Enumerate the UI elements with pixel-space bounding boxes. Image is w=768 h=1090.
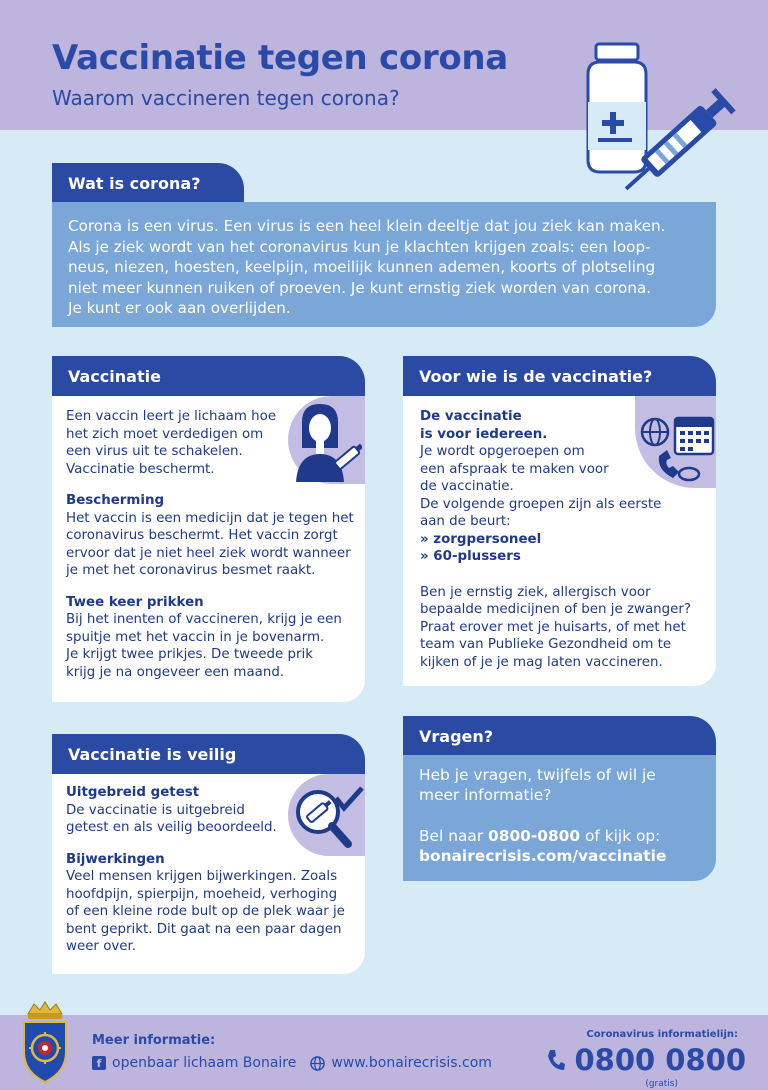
text-line: getest en als veilig beoordeeld. [66,820,277,835]
corona-line: Corona is een virus. Een virus is een heel klein deeltje dat jou ziek kan maken. [68,217,666,235]
text-line: Vaccinatie beschermt. [66,461,215,477]
text-line: of een kleine rode bult op de plek waar je [66,904,345,919]
bold-line: De vaccinatie [420,409,522,424]
text-line: kijken of je je mag laten vaccineren. [420,654,663,670]
text-line: coronavirus beschermt. Het vaccin zorgt [66,528,338,543]
text-line: hoofdpijn, spierpijn, moeheid, verhoging [66,886,338,902]
website-link[interactable]: www.bonairecrisis.com [331,1055,492,1071]
facebook-icon: f [92,1056,106,1070]
vragen-heading: Vragen? [403,716,716,756]
call-number[interactable]: 0800-0800 [488,827,581,845]
text-line: Ben je ernstig ziek, allergisch voor [420,584,651,600]
text-line: krijg je na ongeveer een maand. [66,664,285,680]
call-line [419,826,700,846]
section-title: Bijwerkingen [66,851,165,867]
footer-links [92,1055,492,1071]
corona-line: Als je ziek wordt van het coronavirus kun je klachten krijgen zoals: een loop- [68,237,651,256]
text-line: Heb je vragen, twijfels of wil je [419,766,656,784]
hotline-label: Coronavirus informatielijn: [586,1029,738,1040]
corona-heading: Wat is corona? [52,163,244,203]
facebook-link[interactable]: openbaar lichaam Bonaire [112,1055,297,1071]
vaccinatie-card [52,396,365,702]
corona-box [52,202,716,327]
text-line: het zich moet verdedigen om [66,426,264,442]
bonaire-crest-logo [18,1000,72,1084]
corona-line: Je kunt er ook aan overlijden. [68,299,291,317]
voorwie-card [403,396,716,686]
text-line: Een vaccin leert je lichaam hoe [66,409,277,424]
vaccinatie-url[interactable]: bonairecrisis.com/vaccinatie [419,847,667,865]
text-line: ervoor dat je niet heel ziek wordt wanneer [66,545,351,561]
text-line: De volgende groepen zijn als eerste [420,496,662,512]
page-subtitle: Waarom vaccineren tegen corona? [52,86,400,110]
footer [0,1015,768,1090]
corona-line: neus, niezen, hoesten, keelpijn, moeilijk kunnen ademen, koorts of plotseling [68,258,656,276]
text-line: weer over. [66,939,137,954]
text-line: je met het coronavirus besmet raakt. [66,563,316,578]
voorwie-heading: Voor wie is de vaccinatie? [403,356,716,396]
group-item: » 60-plussers [420,549,521,564]
page-title: Vaccinatie tegen corona [52,38,508,78]
section-title: Bescherming [66,493,165,508]
veilig-card [52,774,365,974]
section-title: Twee keer prikken [66,594,204,610]
text-line: De vaccinatie is uitgebreid [66,802,245,818]
text-line: de vaccinatie. [420,479,514,494]
text-line: een afspraak te maken voor [420,461,609,477]
hotline-number[interactable]: 0800 0800 [574,1043,746,1077]
phone-icon [546,1048,566,1072]
vaccinatie-heading: Vaccinatie [52,356,365,396]
text-line: bent geprikt. Dit gaat na een paar dagen [66,921,342,937]
text-line: meer informatie? [419,786,552,804]
text-line: aan de beurt: [420,514,511,529]
text-line: Praat erover met je huisarts, of met het [420,619,686,635]
section-title: Uitgebreid getest [66,785,200,800]
globe-icon [310,1056,325,1071]
text-line: team van Publieke Gezondheid om te [420,637,672,652]
text-line: Je wordt opgeroepen om [420,444,585,459]
text-line: Veel mensen krijgen bijwerkingen. Zoals [66,869,338,884]
corona-line: niet meer kunnen ruiken of proeven. Je kunt ernstig ziek worden van corona. [68,278,652,297]
call-prefix: Bel naar [419,827,489,845]
text-line: spuitje met het vaccin in je bovenarm. [66,629,325,645]
text-line: Het vaccin is een medicijn dat je tegen het [66,510,354,526]
text-line: bepaalde medicijnen of ben je zwanger? [420,602,692,617]
bold-line: is voor iedereen. [420,426,548,442]
hotline[interactable] [546,1043,746,1077]
vaccine-vial-syringe-icon [570,38,750,208]
group-item: » zorgpersoneel [420,531,542,547]
text-line: Bij het inenten of vaccineren, krijg je een [66,612,342,627]
text-line: Je krijgt twee prikjes. De tweede prik [66,647,313,662]
gratis-label: (gratis) [645,1079,678,1089]
veilig-heading: Vaccinatie is veilig [52,734,365,774]
call-suffix: of kijk op: [580,827,661,845]
footer-label: Meer informatie: [92,1033,216,1048]
vragen-box [403,755,716,881]
text-line: een virus uit te schakelen. [66,444,243,459]
